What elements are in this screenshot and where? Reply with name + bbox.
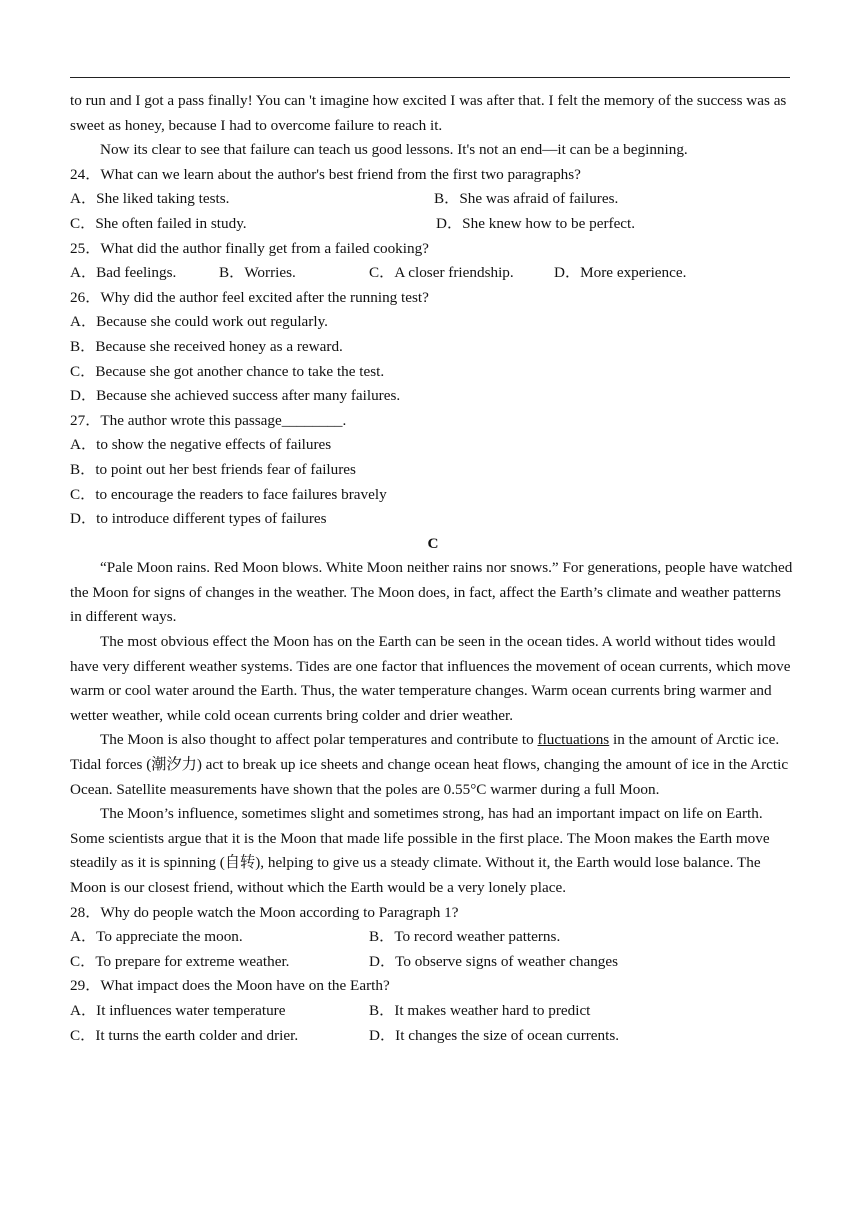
header-rule — [70, 77, 790, 78]
option-b: B．She was afraid of failures. — [434, 190, 619, 208]
option-row — [70, 999, 796, 1024]
option-row — [70, 261, 796, 286]
underlined-word: fluctuations — [537, 731, 610, 749]
option-c: C．to encourage the readers to face failures bravely — [70, 485, 387, 503]
paragraph-text: The Moon is also thought to affect polar temperatures and contribute to — [100, 731, 538, 749]
option-b: B．To record weather patterns. — [369, 928, 561, 946]
option-a: A．She liked taking tests. — [70, 190, 230, 208]
option-a: A．Bad feelings. — [70, 264, 177, 282]
option-b: B．It makes weather hard to predict — [369, 1001, 591, 1019]
passage-b-paragraph: Now its clear to see that failure can teach us good lessons. It's not an end—it can be a beginning. — [100, 141, 688, 159]
passage-c-paragraph — [70, 728, 796, 802]
passage-c-paragraph: The Moon’s influence, sometimes slight and sometimes strong, has had an important impact on life on Earth. Some scientists argue that it is the Moon that made life possible in the first place. The Moon makes the Earth move steadily as it is spinning (自转), helping to give us a steady climate. Without it, the Earth would lose balance. The Moon is our closest friend, without which the Earth would be a very lonely place. — [70, 805, 770, 896]
option-d: D．She knew how to be perfect. — [436, 214, 636, 232]
passage-b-paragraph: to run and I got a pass finally! You can 't imagine how excited I was after that. I felt the memory of the success was as sweet as honey, because I had to overcome failure to reach it. — [70, 92, 787, 134]
document-body — [70, 89, 796, 1048]
question-29: 29．What impact does the Moon have on the Earth? — [70, 977, 390, 995]
option-b: B．to point out her best friends fear of failures — [70, 460, 356, 478]
option-row — [70, 925, 796, 950]
option-b: B．Worries. — [219, 264, 296, 282]
passage-c-paragraph: The most obvious effect the Moon has on the Earth can be seen in the ocean tides. A world without tides would have very different weather systems. Tides are one factor that influences the movement of ocean currents, which move warm or cool water around the Earth. Thus, the water temperature changes. Warm ocean currents bring warmer and wetter weather, while cold ocean currents bring colder and drier weather. — [70, 633, 791, 724]
option-c: C．It turns the earth colder and drier. — [70, 1026, 299, 1044]
question-24: 24．What can we learn about the author's best friend from the first two paragraphs? — [70, 165, 581, 183]
question-25: 25．What did the author finally get from a failed cooking? — [70, 239, 429, 257]
option-a: A．To appreciate the moon. — [70, 928, 243, 946]
option-row — [70, 1024, 796, 1049]
option-row — [70, 212, 796, 237]
option-c: C．A closer friendship. — [369, 264, 514, 282]
option-c: C．To prepare for extreme weather. — [70, 952, 290, 970]
option-d: D．It changes the size of ocean currents. — [369, 1026, 620, 1044]
option-a: A．Because she could work out regularly. — [70, 313, 328, 331]
option-d: D．More experience. — [554, 264, 687, 282]
section-heading: C — [427, 534, 439, 552]
passage-c-paragraph: “Pale Moon rains. Red Moon blows. White Moon neither rains nor snows.” For generations, people have watched the Moon for signs of changes in the weather. The Moon does, in fact, affect the Earth’s climate and weather patterns in different ways. — [70, 559, 793, 626]
option-row — [70, 187, 796, 212]
question-27: 27．The author wrote this passage________. — [70, 411, 347, 429]
question-28: 28．Why do people watch the Moon according to Paragraph 1? — [70, 903, 459, 921]
option-d: D．to introduce different types of failures — [70, 510, 327, 528]
option-c: C．Because she got another chance to take the test. — [70, 362, 385, 380]
option-b: B．Because she received honey as a reward. — [70, 337, 343, 355]
option-row — [70, 950, 796, 975]
option-c: C．She often failed in study. — [70, 214, 247, 232]
option-a: A．It influences water temperature — [70, 1001, 286, 1019]
option-d: D．Because she achieved success after many failures. — [70, 387, 401, 405]
option-d: D．To observe signs of weather changes — [369, 952, 619, 970]
paragraph-text: in the amount of Arctic ice. Tidal forces (潮汐力) act to break up ice sheets and change ocean heat flows, changing the amount of ice in the Arctic Ocean. Satellite measurements have shown that the poles are 0.55°C warmer during a full Moon. — [70, 731, 789, 798]
option-a: A．to show the negative effects of failures — [70, 436, 332, 454]
question-26: 26．Why did the author feel excited after the running test? — [70, 288, 429, 306]
